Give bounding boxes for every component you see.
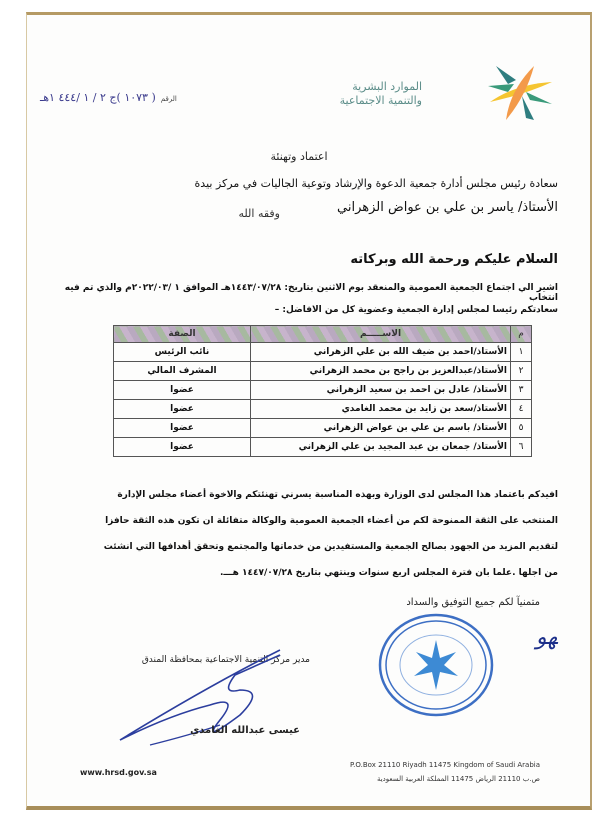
official-stamp-icon xyxy=(376,610,496,720)
member-name: الأستاذ/ جمعان بن عبد المجيد بن علي الزهراني xyxy=(251,438,511,457)
greeting: السلام عليكم ورحمة الله وبركاته xyxy=(350,252,558,267)
signer-name: عيسى عبدالله الغامدي xyxy=(190,725,300,736)
table-row xyxy=(114,400,532,419)
row-num: ٥ xyxy=(511,419,532,438)
letter-subject: اعتماد وتهنئة xyxy=(270,150,328,163)
hrsd-logo-icon xyxy=(486,62,556,122)
body-line-4: من اجلها .علما بان فترة المجلس اربع سنوات وينتهي بتاريخ ١٤٤٧/٠٧/٢٨ هـــ. xyxy=(219,568,558,578)
signer-title: مدير مركز التنمية الاجتماعية بمحافظة المندق xyxy=(141,655,310,665)
closing-text: متمنيآ لكم جميع التوفيق والسداد xyxy=(406,597,540,608)
body-line-3: لتقديم المزيد من الجهود بصالح الجمعية والمستفيدين من خدماتها والمجتمع وتحقق أهدافها التي انشئت xyxy=(103,542,558,552)
body-line-1: افيدكم باعتماد هذا المجلس لدى الوزارة وبهذه المناسبة يسرني تهنئتكم والاخوة أعضاء مجلس الإدارة xyxy=(117,490,558,500)
member-role: عضوا xyxy=(114,400,251,419)
footer-address-ar: ص.ب 21110 الرياض 11475 المملكة العربية السعودية xyxy=(376,775,540,783)
member-role: عضوا xyxy=(114,381,251,400)
footer-address-en: P.O.Box 21110 Riyadh 11475 Kingdom of Saudi Arabia xyxy=(350,761,540,769)
footer-website: www.hrsd.gov.sa xyxy=(80,768,157,777)
table-row xyxy=(114,438,532,457)
row-num: ٦ xyxy=(511,438,532,457)
board-members-table xyxy=(113,325,532,457)
row-num: ٤ xyxy=(511,400,532,419)
member-name: الأستاذ/عبدالعزيز بن راجح بن محمد الزهراني xyxy=(251,362,511,381)
reference-value: ( ١٠٧٣ )ج ٢ / ١ /٤٤٤ ١هـ xyxy=(40,91,156,104)
ministry-name-line2: والتنمية الاجتماعية xyxy=(339,94,422,107)
row-num: ٢ xyxy=(511,362,532,381)
header-name: الاســـــم xyxy=(251,326,511,343)
reference-label: الرقم xyxy=(160,95,177,103)
row-num: ١ xyxy=(511,343,532,362)
recipient-name: الأستاذ/ ياسر بن علي بن عواض الزهراني xyxy=(337,200,558,215)
row-num: ٣ xyxy=(511,381,532,400)
ministry-name-line1: الموارد البشرية xyxy=(352,80,422,93)
member-name: الأستاذ/ باسم بن علي بن عواض الزهراني xyxy=(251,419,511,438)
table-row xyxy=(114,362,532,381)
table-row xyxy=(114,343,532,362)
member-role: عضوا xyxy=(114,419,251,438)
member-role: المشرف المالي xyxy=(114,362,251,381)
member-name: الأستاذ/ عادل بن احمد بن سعيد الزهراني xyxy=(251,381,511,400)
table-row xyxy=(114,419,532,438)
header-role: الصفة xyxy=(114,326,251,343)
member-role: عضوا xyxy=(114,438,251,457)
addressee: سعادة رئيس مجلس أدارة جمعية الدعوة والإرشاد وتوعية الجاليات في مركز بيدة xyxy=(194,177,558,190)
table-header-row xyxy=(114,326,532,343)
intro-line-2: سعادتكم رئيسا لمجلس إدارة الجمعية وعضوية كل من الافاضل: – xyxy=(274,305,558,315)
intro-line-1: اشير الي اجتماع الجمعية العمومية والمنعقد بوم الاثنين بتاريخ: ١٤٤٣/٠٧/٢٨هـ الموافق ١ /٢٠٢٢/٠٣م والذي تم فيه انتخاب xyxy=(64,283,558,303)
handwritten-initials: ﻬﻮ xyxy=(536,625,558,650)
body-line-2: المنتخب على الثقة الممنوحة لكم من أعضاء الجمعية العمومية والوكالة متفائلة ان تكون هذه الثقة حافزا xyxy=(105,516,558,526)
reference-number xyxy=(40,86,210,105)
member-name: الأستاذ/احمد بن ضيف الله بن علي الزهراني xyxy=(251,343,511,362)
member-role: نائب الرئيس xyxy=(114,343,251,362)
table-row xyxy=(114,381,532,400)
blessing: وفقه الله xyxy=(238,207,280,220)
ministry-name xyxy=(300,80,422,108)
handwritten-signature-icon xyxy=(90,645,290,755)
member-name: الأستاذ/سعد بن زايد بن محمد الغامدي xyxy=(251,400,511,419)
header-num: م xyxy=(511,326,532,343)
